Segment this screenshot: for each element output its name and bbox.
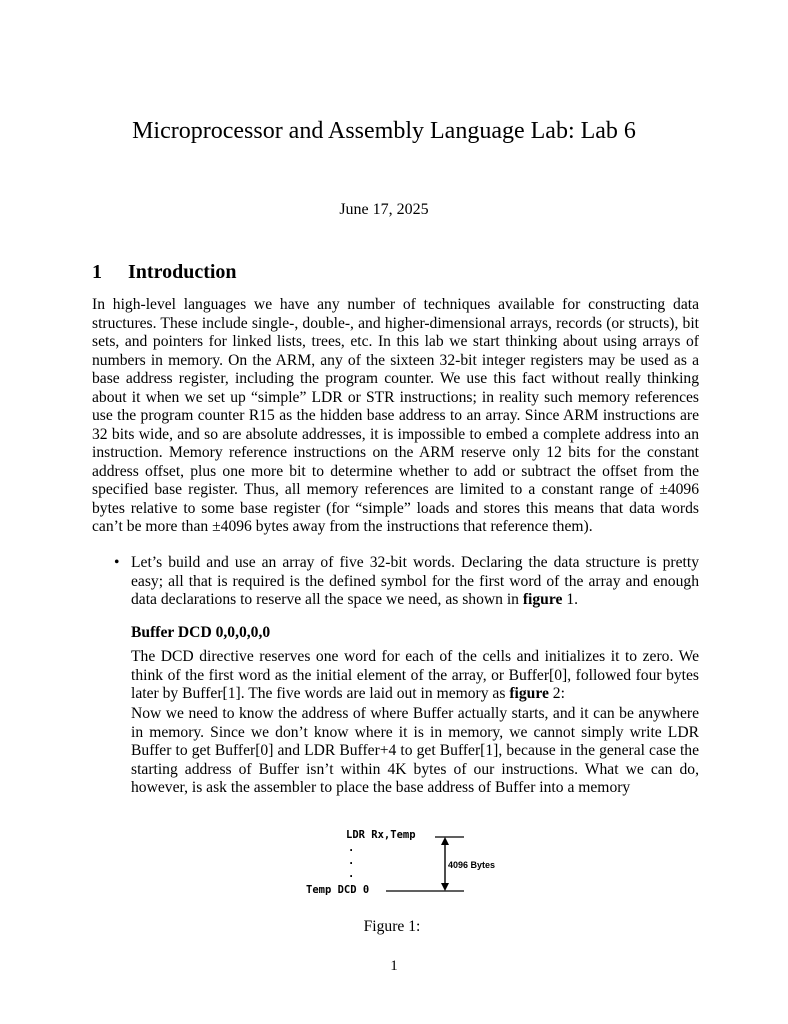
address-paragraph: Now we need to know the address of where Buffer actually starts, and it can be anywhere in memory. Since we don’t know where it is in memory, we cannot simply write LDR Buffer to get Buffer[0] and LDR Buffer+4 to get Buffer[1], because in the general case the starting address of Buffer isn’t within 4K bytes of our instructions. What we can do, however, is ask the assembler to place the base address of Buffer into a memory — [131, 705, 699, 796]
figure-reference: figure — [522, 591, 563, 608]
document-title: Microprocessor and Assembly Language Lab: Lab 6 — [132, 118, 636, 144]
section-heading — [92, 260, 237, 284]
section-title: Introduction — [128, 261, 237, 283]
arrow-up-icon — [441, 837, 449, 845]
section-number: 1 — [92, 261, 102, 283]
intro-paragraph: In high-level languages we have any number of techniques available for constructing data structures. These include single-, double-, and higher-dimensional arrays, records (or structs), bit sets, and pointers for linked lists, trees, etc. In this lab we start thinking about using arrays of numbers in memory. On the ARM, any of the sixteen 32-bit integer registers may be used as a base address register, including the program counter. We use this fact without really thinking about it when we set up “simple” LDR or STR instructions; in reality such memory references use the program counter R15 as the hidden base address to an array. Since ARM instructions are 32 bits wide, and so are absolute addresses, it is impossible to embed a complete address into an instruction. Memory reference instructions on the ARM reserve only 12 bits for the constant address offset, plus one more bit to determine whether to add or subtract the offset from the specified base register. Thus, all memory references are limited to a constant range of ±4096 bytes relative to some base register (for “simple” loads and stores this means that data words can’t be more than ±4096 bytes away from the instructions that reference them). — [92, 296, 699, 535]
buffer-code-heading: Buffer DCD 0,0,0,0,0 — [131, 624, 271, 641]
ellipsis-dot: . — [348, 855, 355, 867]
figure-1-caption: Figure 1: — [363, 918, 421, 935]
distance-label: 4096 Bytes — [448, 860, 496, 870]
document-date: June 17, 2025 — [339, 201, 429, 218]
dcd-paragraph — [131, 648, 699, 704]
bullet-text-end: 1. — [562, 591, 579, 608]
dcd-text-start: The DCD directive reserves one word for each of the cells and initializes it to zero. We think of the first word as the initial element of the array, or Buffer[0], followed four bytes later by Buffer[1]. The five words are laid out in memory as — [131, 648, 699, 702]
page-number: 1 — [390, 958, 398, 974]
dcd-text-end: 2: — [548, 685, 565, 702]
top-instruction-label: LDR Rx,Temp — [346, 829, 416, 841]
bullet-text-start: Let’s build and use an array of five 32-bit words. Declaring the data structure is pretty easy; all that is required is the defined symbol for the first word of the array and enough data declarations to reserve all the space we need, as shown in — [131, 554, 699, 608]
figure-reference: figure — [509, 685, 549, 702]
bullet-list — [112, 554, 699, 610]
figure-1-diagram — [300, 826, 496, 896]
ellipsis-dot: . — [348, 842, 355, 854]
bottom-instruction-label: Temp DCD 0 — [306, 884, 370, 896]
ellipsis-dot: . — [348, 868, 355, 880]
bullet-marker: • — [114, 554, 120, 571]
arrow-down-icon — [441, 883, 449, 891]
list-item — [112, 554, 699, 610]
